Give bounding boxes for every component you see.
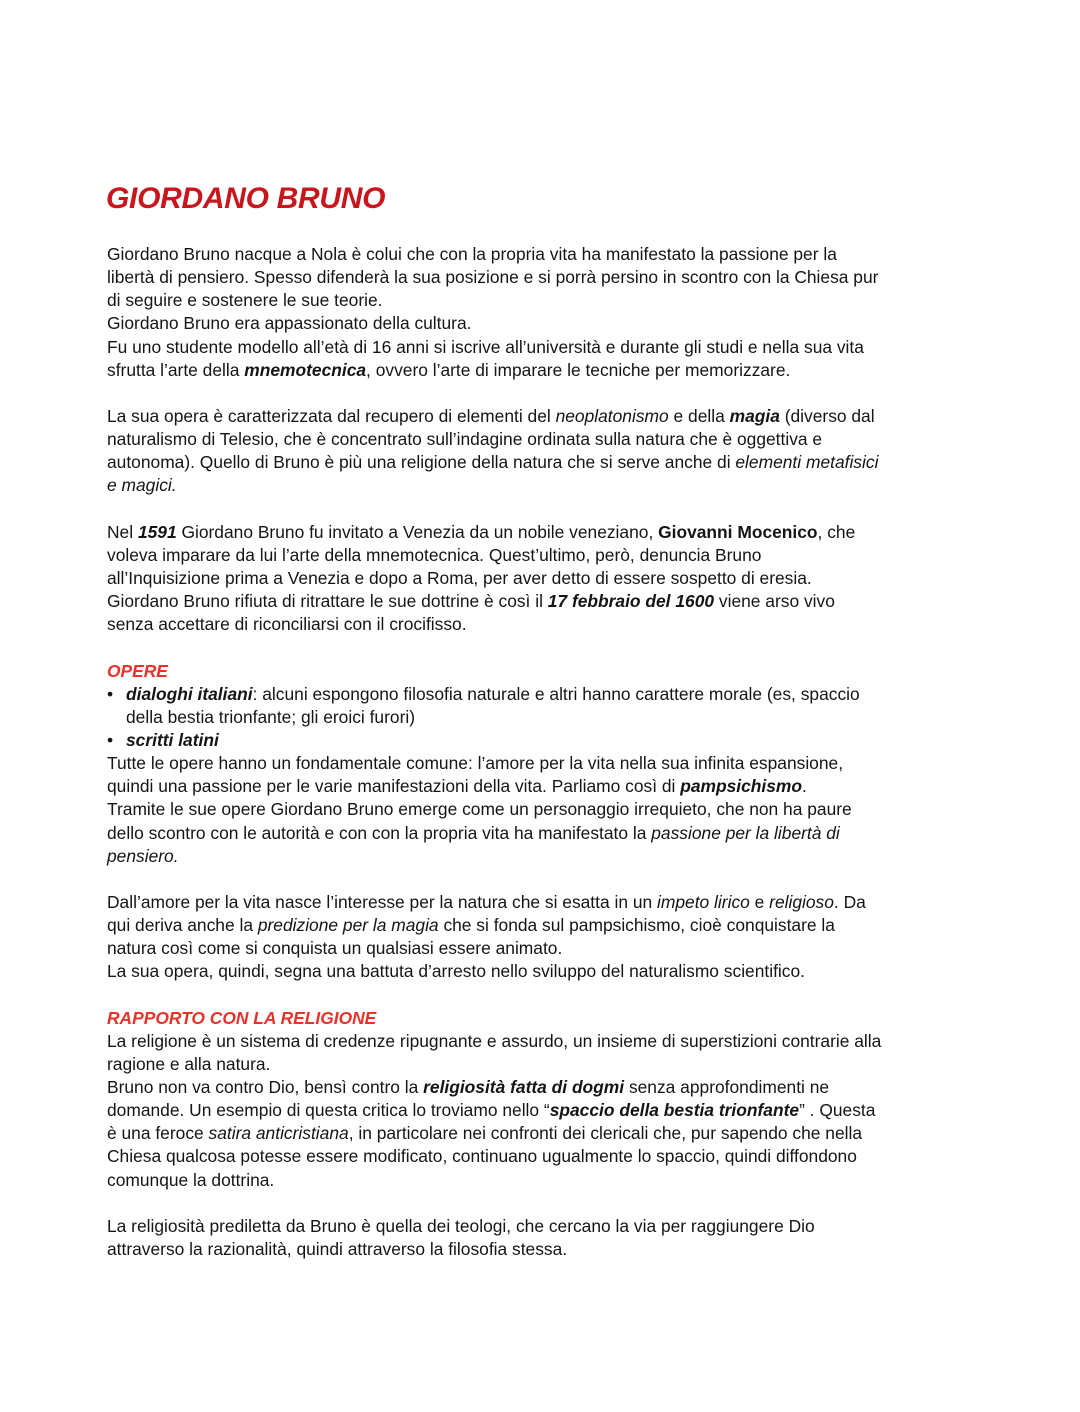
text-run: Bruno non va contro Dio, bensì contro la: [107, 1077, 424, 1098]
section-heading: [107, 1007, 1007, 1030]
emphasized-text: 17 febbraio del 1600: [547, 591, 715, 612]
text-run: Giordano Bruno era appassionato della cultura.: [107, 313, 472, 334]
text-run: e della: [668, 405, 730, 426]
text-run: ragione e alla natura.: [107, 1053, 271, 1074]
text-line: [107, 312, 1007, 335]
text-run: Giordano Bruno fu invitato a Venezia da un nobile veneziano,: [176, 521, 659, 542]
blank-line: [107, 636, 1007, 659]
emphasized-text: satira anticristiana: [208, 1123, 349, 1144]
text-line: [107, 1215, 1007, 1238]
text-line: [107, 845, 1007, 868]
text-run: Nel: [107, 521, 138, 542]
text-run: .: [802, 776, 807, 797]
emphasized-text: dialoghi italiani: [126, 683, 253, 704]
text-line: [107, 937, 1007, 960]
text-run: quindi una passione per le varie manifestazioni della vita. Parliamo così di: [107, 776, 681, 797]
text-run: Tramite le sue opere Giordano Bruno emerge come un personaggio irrequieto, che non ha paure: [107, 799, 852, 820]
text-run: Giordano Bruno rifiuta di ritrattare le sue dottrine è così il: [107, 591, 548, 612]
emphasized-text: impeto lirico: [657, 891, 750, 912]
bullet-icon: •: [107, 729, 114, 750]
emphasized-text: e magici.: [107, 475, 177, 496]
text-run: che si fonda sul pampsichismo, cioè conquistare la: [438, 915, 835, 936]
list-item-line: [107, 706, 1007, 729]
emphasized-text: mnemotecnica: [244, 359, 367, 380]
text-line: [107, 1145, 1007, 1168]
text-run: dello scontro con le autorità e con con la propria vita ha manifestato la: [107, 822, 652, 843]
emphasized-text: pampsichismo: [680, 776, 803, 797]
text-run: sfrutta l’arte della: [107, 359, 245, 380]
text-run: La religione è un sistema di credenze ripugnante e assurdo, un insieme di superstizioni contrarie alla: [107, 1030, 882, 1051]
text-line: [107, 289, 1007, 312]
text-run: Giordano Bruno nacque a Nola è colui che con la propria vita ha manifestato la passione per la: [107, 244, 837, 264]
text-line: [107, 428, 1007, 451]
text-line: [107, 914, 1007, 937]
emphasized-text: passione per la libertà di: [651, 822, 840, 843]
text-line: [107, 405, 1007, 428]
emphasized-text: spaccio della bestia trionfante: [549, 1100, 800, 1121]
text-run: comunque la dottrina.: [107, 1169, 275, 1190]
text-line: [107, 1169, 1007, 1192]
text-line: [107, 243, 1007, 266]
text-run: autonoma). Quello di Bruno è più una religione della natura che si serve anche di: [107, 452, 736, 473]
text-run: RAPPORTO CON LA RELIGIONE: [107, 1007, 377, 1028]
text-line: [107, 1099, 1007, 1122]
emphasized-text: predizione per la magia: [257, 915, 439, 936]
blank-line: [107, 1192, 1007, 1215]
text-run: Dall’amore per la vita nasce l’interesse per la natura che si esatta in un: [107, 891, 658, 912]
text-line: [107, 1238, 1007, 1261]
text-run: libertà di pensiero. Spesso difenderà la sua posizione e si porrà persino in scontro con la Chiesa pur: [107, 267, 879, 288]
text-line: [107, 775, 1007, 798]
text-line: [107, 960, 1007, 983]
blank-line: [107, 382, 1007, 405]
list-item-line: [107, 729, 1007, 752]
blank-line: [107, 984, 1007, 1007]
text-run: senza accettare di riconciliarsi con il crocifisso.: [107, 614, 467, 635]
emphasized-text: elementi metafisici: [735, 452, 879, 473]
document-title: GIORDANO BRUNO: [106, 182, 386, 215]
emphasized-text: scritti latini: [126, 729, 219, 750]
text-run: , in particolare nei confronti dei clericali che, pur sapendo che nella: [348, 1123, 863, 1144]
emphasized-text: neoplatonismo: [555, 405, 669, 426]
text-line: [107, 544, 1007, 567]
list-item-line: [107, 683, 1007, 706]
text-run: all’Inquisizione prima a Venezia e dopo a Roma, per aver detto di essere sospetto di eresia.: [107, 567, 812, 588]
text-run: domande. Un esempio di questa critica lo troviamo nello “: [107, 1100, 550, 1121]
text-line: [107, 798, 1007, 821]
document-body: [107, 243, 1007, 1261]
text-run: ” . Questa: [799, 1100, 876, 1121]
blank-line: [107, 868, 1007, 891]
text-run: della bestia trionfante; gli eroici furori): [126, 706, 416, 727]
text-line: [107, 567, 1007, 590]
text-run: viene arso vivo: [714, 591, 835, 612]
text-line: [107, 1030, 1007, 1053]
text-run: e: [749, 891, 770, 912]
text-line: [107, 359, 1007, 382]
text-run: (diverso dal: [779, 405, 875, 426]
text-run: : alcuni espongono filosofia naturale e altri hanno carattere morale (es, spaccio: [252, 683, 860, 704]
text-line: [107, 1053, 1007, 1076]
text-line: [107, 891, 1007, 914]
text-run: , ovvero l’arte di imparare le tecniche per memorizzare.: [366, 359, 791, 380]
text-run: OPERE: [107, 660, 168, 681]
text-run: Tutte le opere hanno un fondamentale comune: l’amore per la vita nella sua infinita espansione,: [107, 753, 844, 774]
text-run: qui deriva anche la: [107, 915, 258, 936]
bullet-icon: •: [107, 683, 114, 704]
text-run: naturalismo di Telesio, che è concentrato sull’indagine ordinata sulla natura che è oggettiva e: [107, 429, 823, 450]
text-run: La sua opera è caratterizzata dal recupero di elementi del: [107, 405, 556, 426]
text-run: La sua opera, quindi, segna una battuta d’arresto nello sviluppo del naturalismo scientifico.: [107, 961, 805, 982]
text-run: Fu uno studente modello all’età di 16 anni si iscrive all’università e durante gli studi e nella sua vita: [107, 336, 864, 357]
text-line: [107, 451, 1007, 474]
text-run: senza approfondimenti ne: [624, 1077, 830, 1098]
emphasized-text: 1591: [137, 521, 177, 542]
blank-line: [107, 498, 1007, 521]
emphasized-text: religioso: [769, 891, 834, 912]
emphasized-text: pensiero.: [107, 845, 179, 866]
text-line: [107, 752, 1007, 775]
text-run: voleva imparare da lui l’arte della mnemotecnica. Quest’ultimo, però, denuncia Bruno: [107, 544, 762, 565]
emphasized-text: Giovanni Mocenico: [658, 521, 818, 542]
emphasized-text: religiosità fatta di dogmi: [423, 1077, 625, 1098]
text-run: di seguire e sostenere le sue teorie.: [107, 290, 383, 311]
text-line: [107, 1076, 1007, 1099]
text-run: . Da: [833, 891, 866, 912]
text-line: [107, 521, 1007, 544]
text-run: Chiesa qualcosa potesse essere modificato, continuano ugualmente lo spaccio, quindi diffondono: [107, 1146, 857, 1167]
text-line: [107, 1122, 1007, 1145]
section-heading: [107, 660, 1007, 683]
text-run: attraverso la razionalità, quindi attraverso la filosofia stessa.: [107, 1239, 568, 1260]
emphasized-text: magia: [729, 405, 780, 426]
text-line: [107, 336, 1007, 359]
text-run: , che: [817, 521, 856, 542]
text-line: [107, 613, 1007, 636]
text-line: [107, 590, 1007, 613]
text-run: La religiosità prediletta da Bruno è quella dei teologi, che cercano la via per raggiungere Dio: [107, 1215, 815, 1236]
text-run: è una feroce: [107, 1123, 209, 1144]
text-line: [107, 266, 1007, 289]
text-run: natura così come si conquista un qualsiasi essere animato.: [107, 938, 563, 959]
text-line: [107, 474, 1007, 497]
text-line: [107, 822, 1007, 845]
